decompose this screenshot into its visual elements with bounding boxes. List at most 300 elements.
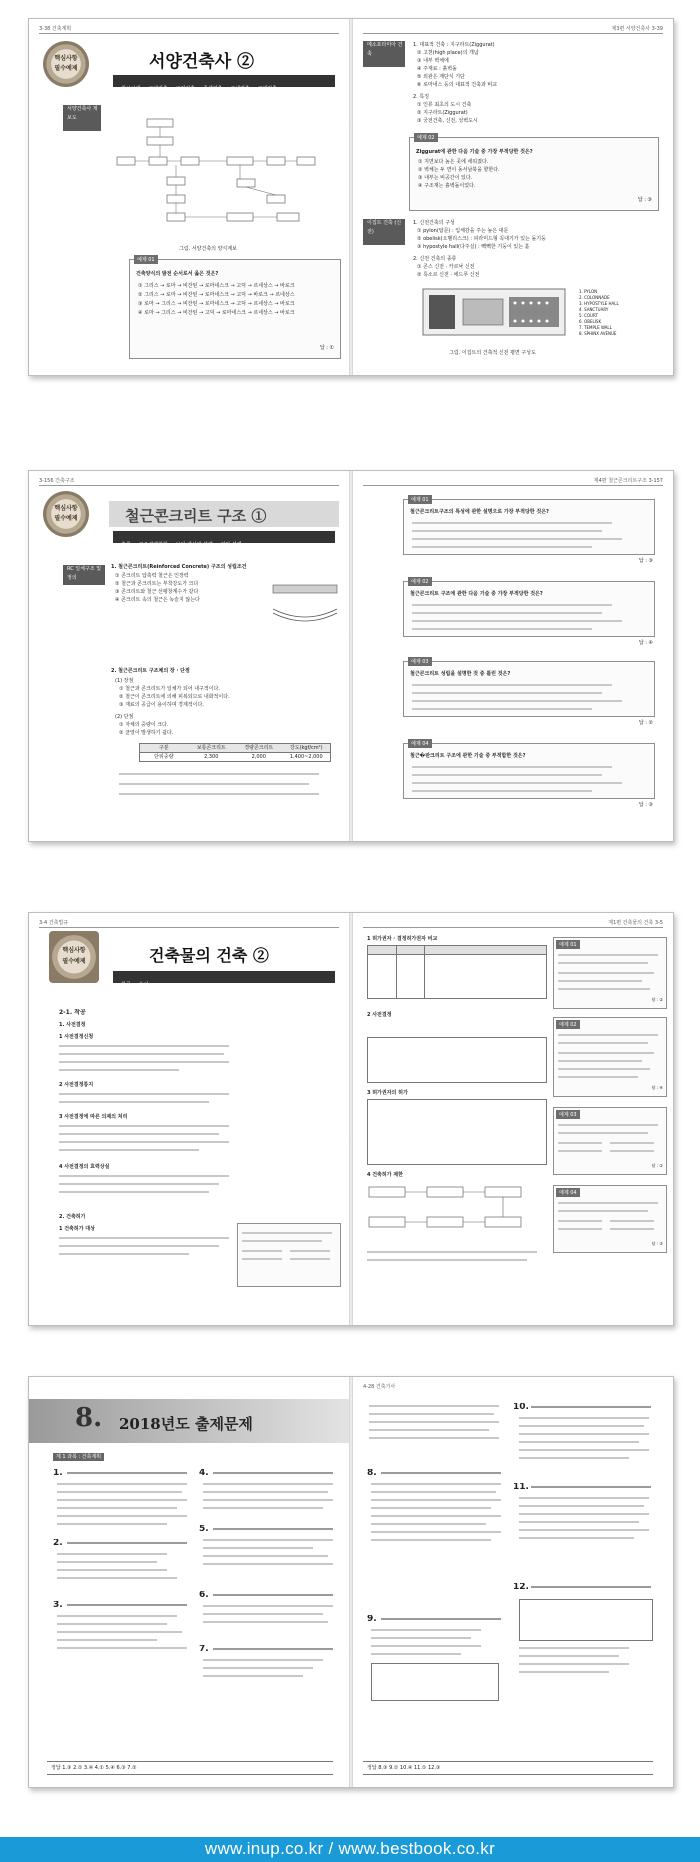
text-line [57, 1499, 187, 1501]
running-header [363, 1383, 663, 1391]
body-text: ② 고천(high place)의 개념 [417, 50, 479, 56]
option-line [610, 1142, 654, 1144]
option-line [412, 782, 622, 784]
body-text: ③ 내부 벽체에 [417, 58, 449, 64]
example-box [409, 137, 659, 211]
beam-diagram [269, 579, 341, 631]
option-line [412, 766, 612, 768]
tab-topic: 전단 설계 [220, 542, 242, 548]
example-tag: 예제 03 [408, 657, 432, 666]
body-text: ② 지구라트(Ziggurat) [417, 110, 468, 116]
emblem-badge [43, 491, 89, 537]
example-box [403, 661, 655, 717]
option-line [412, 620, 622, 622]
option-line [558, 1060, 642, 1062]
body-text: ① pylon(탑문) : 입체감을 주는 높은 대문 [417, 228, 509, 234]
running-header [363, 919, 663, 928]
figure-legend [579, 289, 619, 337]
body-text: ② 철근이 콘크리트에 의해 피복되므로 내화적이다. [119, 694, 230, 700]
section-label: 이집트 건축 (신전) [363, 219, 405, 245]
text-line [519, 1655, 619, 1657]
tab-topic: 용어 [138, 982, 149, 988]
example-question: 건축양식의 발전 순서로서 옳은 것은? [136, 271, 219, 277]
option-line [558, 1132, 648, 1134]
text-line [519, 1425, 644, 1427]
question-line [67, 1472, 187, 1474]
option-line [558, 1076, 638, 1078]
question-line [381, 1472, 501, 1474]
option-line [558, 988, 650, 990]
topic-tabs [113, 75, 335, 92]
option-line [558, 1142, 602, 1144]
body-text: ③ 궁전건축, 신전, 성벽도시 [417, 118, 478, 124]
text-line [59, 1125, 229, 1127]
section-heading: 1 허가권자 · 결정허가권자 비교 [367, 936, 438, 942]
answer-bar [363, 1761, 653, 1775]
example-answer: 답 : ④ [651, 1085, 663, 1090]
text-line [203, 1483, 333, 1485]
body-text: ⑥ 로마네스 등의 대표적 건축과 비교 [417, 82, 498, 88]
item-heading: 1 건축허가 대상 [59, 1226, 95, 1232]
option-line [558, 962, 648, 964]
example-tag: 예제 01 [134, 255, 158, 264]
text-line [59, 1101, 209, 1103]
question-line [531, 1486, 651, 1488]
question-line [213, 1648, 333, 1650]
body-text: ③ hypostyle hall(다주실) : 빽빽한 기둥이 있는 홀 [417, 244, 530, 250]
item-heading: 4 사전결정의 효력상실 [59, 1164, 110, 1170]
option-line [558, 1042, 648, 1044]
text-line [519, 1663, 629, 1665]
comparison-table [367, 945, 547, 999]
legend-item: 7. TEMPLE WALL [579, 325, 612, 330]
option-line [412, 530, 602, 532]
option-line [558, 1210, 648, 1212]
option-line [610, 1220, 654, 1222]
page-title: 서양건축사 ② [149, 52, 255, 72]
body-text: 2. 신전 건축의 종류 [413, 256, 457, 262]
example-answer: 답 : ③ [638, 802, 653, 808]
example-option: ④ 구조재는 흙벽돌이었다. [418, 183, 476, 189]
text-line [57, 1615, 177, 1617]
running-header-text: 제4편 철근콘크리트구조 3-157 [593, 478, 663, 484]
part-label: 제 1 과목 : 건축계획 [53, 1453, 104, 1461]
example-box [553, 937, 667, 1009]
answer-bar [47, 1761, 333, 1775]
running-header-text: 제1편 건축물의 건축 3-5 [608, 920, 663, 926]
text-line [203, 1555, 328, 1557]
emblem-line-1: 핵심사항 [54, 505, 78, 512]
text-line [57, 1561, 157, 1563]
example-option: ③ 로마 → 그리스 → 비잔틴 → 로마네스크 → 고딕 → 르네상스 → 바로크 [138, 301, 295, 307]
text-line [203, 1539, 333, 1541]
emblem-line-2: 필수예제 [54, 515, 78, 522]
text-line [519, 1505, 644, 1507]
tab-topic: 근세건축 [230, 86, 250, 92]
emblem-line-2: 필수예제 [54, 65, 78, 72]
item-heading: 2 사전결정 [367, 1012, 392, 1018]
text-line [371, 1539, 491, 1541]
text-line [57, 1553, 167, 1555]
example-tag: 예제 02 [414, 133, 438, 142]
body-text: ② 룩소르 신전 · 에드푸 신전 [417, 272, 480, 278]
page-right [353, 471, 673, 841]
page-left [29, 913, 349, 1325]
example-answer: 답 : ② [651, 997, 663, 1002]
text-line [371, 1515, 501, 1517]
text-line [57, 1507, 177, 1509]
option-line [412, 774, 602, 776]
sub-heading: 2. 건축허가 [59, 1214, 86, 1220]
text-line [519, 1433, 649, 1435]
figure-caption: 그림. 이집트의 건축적 신전 평면 구성도 [449, 350, 536, 356]
body-text: ③ 재료의 공급이 용이하며 경제적이다. [119, 702, 204, 708]
spread-building-construction [28, 912, 674, 1326]
body-text: 2. 특징 [413, 94, 430, 100]
option-line [558, 972, 654, 974]
legend-item: 2. COLONNADE [579, 295, 610, 300]
running-header-text: 3-38 건축계획 [39, 26, 72, 32]
running-header [39, 25, 339, 34]
text-line [371, 1507, 491, 1509]
legend-item: 4. SANCTUARY [579, 307, 609, 312]
question-line [67, 1604, 187, 1606]
text-line [371, 1653, 461, 1655]
question-number: 11. [513, 1483, 529, 1491]
option-line [558, 1052, 654, 1054]
text-line [203, 1547, 313, 1549]
question-number: 2. [53, 1539, 63, 1547]
body-text: 1. 신전건축의 구성 [413, 220, 455, 226]
legend-item: 8. SPHINX AVENUE [579, 331, 617, 336]
text-line [203, 1499, 333, 1501]
text-line [519, 1671, 609, 1673]
tab-topic: 착공 [121, 982, 131, 988]
text-line [519, 1497, 649, 1499]
sub-heading: 2. 철근콘크리트 구조체의 장 · 단점 [111, 668, 190, 674]
question-line [381, 1618, 501, 1620]
body-text: 1. 철근콘크리트(Reinforced Concrete) 구조의 성립조건 [111, 564, 247, 570]
text-line [367, 1251, 537, 1253]
question-line [531, 1406, 651, 1408]
text-line [59, 1191, 209, 1193]
example-box [403, 743, 655, 799]
text-line [203, 1659, 323, 1661]
tab-topic: 고대건축 [148, 86, 168, 92]
option-line [558, 954, 658, 956]
question-line [213, 1594, 333, 1596]
running-header-text: 3-4 건축법규 [39, 920, 69, 926]
emblem-badge [43, 41, 89, 87]
option-line [242, 1250, 282, 1252]
example-answer: 답 : ③ [637, 197, 652, 203]
question-number: 8. [367, 1469, 377, 1477]
option-line [558, 980, 642, 982]
tab-topic: 원시시대 [121, 86, 141, 92]
body-text: 1. 대표적 건축 : 지구라트(Ziggurat) [413, 42, 495, 48]
body-text: ① 콘크리트 압축력 철근은 인장력 [115, 573, 189, 579]
option-line [412, 708, 592, 710]
text-line [369, 1405, 499, 1407]
page-left [29, 1377, 349, 1787]
example-box [129, 259, 341, 359]
legend-item: 6. OBELISK [579, 319, 602, 324]
spread-2018-exam [28, 1376, 674, 1788]
page-right [353, 913, 673, 1325]
question-number: 6. [199, 1591, 209, 1599]
text-line [59, 1141, 229, 1143]
style-lineage-diagram [107, 109, 337, 239]
body-text: (1) 장점 [115, 678, 134, 684]
option-line [558, 1150, 602, 1152]
chapter-number: 8. [75, 1403, 103, 1433]
question-number: 1. [53, 1469, 63, 1477]
example-box [237, 1223, 341, 1287]
sub-heading: 1. 사전결정 [59, 1022, 86, 1028]
body-text: ④ 주재료 : 흙벽돌 [417, 66, 457, 72]
example-tag: 예제 02 [556, 1020, 580, 1029]
table-header-cell: 경량콘크리트 [244, 745, 274, 751]
table-cell: 1,400~2,000 [289, 754, 323, 760]
option-line [558, 1228, 602, 1230]
text-line [59, 1069, 179, 1071]
text-line [371, 1645, 481, 1647]
question-line [213, 1472, 333, 1474]
option-line [558, 1220, 602, 1222]
topic-tabs [113, 531, 335, 548]
example-box [403, 499, 655, 555]
page-title: 건축물의 건축 ② [149, 946, 269, 965]
page-left [29, 471, 349, 841]
option-line [412, 700, 622, 702]
option-line [290, 1250, 330, 1252]
text-line [203, 1613, 323, 1615]
example-tag: 예제 04 [556, 1188, 580, 1197]
text-line [59, 1093, 229, 1095]
example-tag: 예제 03 [556, 1110, 580, 1119]
example-question: Ziggurat에 관한 다음 기술 중 가장 부적당한 것은? [416, 149, 533, 155]
example-answer: 답 : ③ [638, 558, 653, 564]
table-cell: 단위중량 [154, 754, 174, 760]
running-header [39, 919, 339, 928]
question-number: 12. [513, 1583, 529, 1591]
option-line [610, 1150, 654, 1152]
tab-topic: 고전건축 [175, 86, 195, 92]
legend-item: 5. COURT [579, 313, 598, 318]
text-line [371, 1499, 501, 1501]
question-line [67, 1542, 187, 1544]
option-line [412, 604, 612, 606]
question-number: 5. [199, 1525, 209, 1533]
emblem-line-1: 핵심사항 [54, 55, 78, 62]
temple-plan-figure [419, 281, 569, 343]
section-label: 서양건축사 계보도 [63, 105, 101, 131]
body-text: ① 콘스 신전 · 카르낙 신전 [417, 264, 475, 270]
option-line [558, 1068, 650, 1070]
text-line [519, 1441, 639, 1443]
text-line [59, 1183, 219, 1185]
answer-key: 정답 8.③ 9.① 10.④ 11.① 12.③ [367, 1765, 441, 1771]
text-line [371, 1629, 481, 1631]
option-line [558, 1202, 658, 1204]
text-line [519, 1417, 649, 1419]
text-line [367, 1259, 527, 1261]
running-header [363, 477, 663, 486]
question-number: 9. [367, 1615, 377, 1623]
tab-topic: 구조설계원칙 [138, 542, 168, 548]
text-line [203, 1491, 328, 1493]
question-line [531, 1586, 651, 1588]
text-line [59, 1149, 199, 1151]
option-line [412, 684, 612, 686]
body-text: ⑤ 외관은 계단식 기단 [417, 74, 465, 80]
tab-topic: 근대건축 [257, 86, 277, 92]
example-question: 철근콘크리트 구조에 관한 다음 기술 중 가장 부적당한 것은? [410, 591, 543, 597]
text-line [57, 1523, 167, 1525]
text-line [519, 1529, 649, 1531]
text-line [59, 1061, 229, 1063]
text-line [371, 1491, 496, 1493]
running-header-text: 제3편 서양건축사 3-39 [611, 26, 663, 32]
question-line [213, 1528, 333, 1530]
question-number: 10. [513, 1403, 529, 1411]
text-line [119, 793, 319, 795]
running-header [363, 25, 663, 34]
example-box [553, 1017, 667, 1097]
option-line [412, 628, 592, 630]
permit-table [367, 1099, 547, 1165]
tab-topic: 총론 [121, 542, 131, 548]
text-line [57, 1639, 157, 1641]
text-line [59, 1045, 229, 1047]
text-line [519, 1537, 634, 1539]
text-line [203, 1621, 328, 1623]
text-line [519, 1457, 629, 1459]
table-header-cell: 보통콘크리트 [196, 745, 226, 751]
running-header [39, 477, 339, 486]
table-cell: 2,000 [251, 754, 266, 760]
text-line [519, 1647, 629, 1649]
emblem-badge [49, 931, 99, 983]
example-answer: 답 : ④ [638, 640, 653, 646]
option-line [558, 1124, 658, 1126]
example-answer: 답 : ① [651, 1163, 663, 1168]
text-line [371, 1531, 501, 1533]
text-line [57, 1569, 167, 1571]
body-text: ② 철근과 콘크리트는 부착강도가 크다 [115, 581, 199, 587]
option-line [412, 538, 622, 540]
page-title: 2018년도 출제문제 [119, 1415, 253, 1433]
body-text: ① 인류 최초의 도시 건축 [417, 102, 472, 108]
text-line [119, 783, 309, 785]
table-cell: 2,300 [204, 754, 219, 760]
text-line [369, 1429, 489, 1431]
example-box [553, 1107, 667, 1175]
tab-topic: 보의 해석과 설계 [175, 542, 213, 548]
website-urls: www.inup.co.kr / www.bestbook.co.kr [204, 1839, 496, 1858]
spread-reinforced-concrete [28, 470, 674, 842]
item-heading: 4 건축허가 제한 [367, 1172, 403, 1178]
example-tag: 예제 01 [408, 495, 432, 504]
text-line [369, 1413, 494, 1415]
text-line [519, 1513, 649, 1515]
option-line [290, 1258, 330, 1260]
text-line [57, 1483, 187, 1485]
body-text: ② obelisk(오벨리스크) : 피라미드형 꼭대기가 있는 돌기둥 [417, 236, 546, 242]
page-right [353, 19, 673, 375]
page-right [353, 1377, 673, 1787]
text-line [57, 1647, 187, 1649]
answer-key: 정답 1.③ 2.① 3.④ 4.① 5.④ 6.③ 7.② [51, 1765, 137, 1771]
example-answer: 답 : ① [319, 345, 334, 351]
question-number: 4. [199, 1469, 209, 1477]
option-line [412, 790, 592, 792]
example-answer: 답 : ③ [651, 1241, 663, 1246]
text-line [59, 1237, 229, 1239]
text-line [57, 1631, 182, 1633]
text-line [203, 1667, 313, 1669]
section-label: 메소포타미아 건축 [363, 41, 405, 67]
text-line [203, 1507, 323, 1509]
text-line [59, 1175, 229, 1177]
running-header-text: 4-28 건축기사 [363, 1384, 396, 1390]
text-line [203, 1563, 333, 1565]
website-banner [0, 1837, 700, 1862]
body-text: ③ 콘크리트와 철근 선팽창계수가 같다 [115, 589, 199, 595]
body-text: ④ 콘크리트 속의 철근은 녹슬지 않는다 [115, 597, 200, 603]
page-left [29, 19, 349, 375]
example-option: ④ 로마 → 그리스 → 비잔틴 → 고딕 → 로마네스크 → 르네상스 → 바로크 [138, 310, 295, 316]
body-text: ① 철근과 콘크리트가 일체가 되어 내구적이다. [119, 686, 220, 692]
legend-item: 1. PYLON [579, 289, 598, 294]
example-option: ① 지면보다 높은 곳에 세워졌다. [418, 159, 489, 165]
section-heading: 2-1. 착공 [59, 1009, 86, 1016]
example-question: 철근콘크리트 성립을 설명한 것 중 틀린 것은? [410, 671, 511, 677]
text-line [59, 1245, 219, 1247]
decision-table [367, 1037, 547, 1083]
permit-flowchart [367, 1181, 547, 1241]
example-box [403, 581, 655, 637]
emblem-line-1: 핵심사항 [62, 947, 86, 954]
example-question: 철근�판크리트 구조에 관한 기술 중 부적합한 것은? [410, 753, 526, 759]
text-line [371, 1483, 501, 1485]
example-option: ① 그리스 → 로마 → 비잔틴 → 로마네스크 → 고딕 → 르네상스 → 바로크 [138, 283, 295, 289]
question-number: 7. [199, 1645, 209, 1653]
example-box [553, 1185, 667, 1253]
option-line [412, 546, 592, 548]
example-answer: 답 : ② [638, 720, 653, 726]
section-label: RC 일체구조 및 정의 [63, 565, 105, 585]
question-number: 3. [53, 1601, 63, 1609]
item-heading: 2 사전결정통지 [59, 1082, 94, 1088]
text-line [57, 1577, 177, 1579]
text-line [203, 1675, 303, 1677]
option-line [412, 522, 612, 524]
text-line [59, 1133, 219, 1135]
example-tag: 예제 04 [408, 739, 432, 748]
table-header-cell: 구분 [158, 745, 169, 751]
option-line [412, 692, 602, 694]
item-heading: 3 허가권자의 허가 [367, 1090, 408, 1096]
item-heading: 3 사전결정에 따른 의제의 처리 [59, 1114, 128, 1120]
figure-caption: 그림. 서양건축의 양식계보 [179, 246, 237, 252]
table-header-cell: 강도(kgf/cm²) [289, 745, 323, 751]
text-line [59, 1253, 189, 1255]
example-option: ② 벽체는 두 면이 동서남북을 향한다. [418, 167, 500, 173]
example-option: ② 그리스 → 로마 → 비잔틴 → 로마네스크 → 고딕 → 바로크 → 르네상스 [138, 292, 295, 298]
text-line [203, 1605, 333, 1607]
option-line [558, 1034, 658, 1036]
